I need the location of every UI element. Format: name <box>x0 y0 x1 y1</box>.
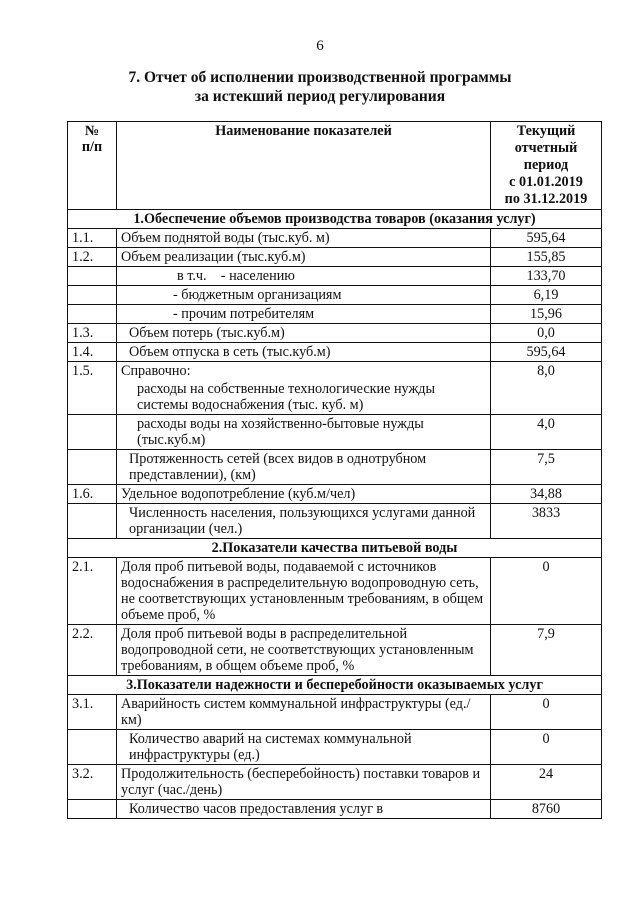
row-number <box>68 267 117 286</box>
row-number: 1.6. <box>68 485 117 504</box>
table-row <box>68 730 602 765</box>
row-value: 155,85 <box>491 248 602 267</box>
row-value: 8760 <box>491 800 602 819</box>
row-name: Доля проб питьевой воды в распределительной водопроводной сети, не соответствующих установленным требованиям, в общем объеме проб, % <box>117 625 491 676</box>
row-number: 2.1. <box>68 558 117 625</box>
table-row <box>68 625 602 676</box>
row-value: 24 <box>491 765 602 800</box>
row-value: 7,5 <box>491 450 602 485</box>
header-number-line-1: № <box>84 123 100 139</box>
header-indicator-name: Наименование показателей <box>117 122 491 210</box>
table-row <box>68 248 602 267</box>
row-name: Справочно: <box>117 362 491 381</box>
row-number: 1.3. <box>68 324 117 343</box>
row-number <box>68 730 117 765</box>
row-value: 7,9 <box>491 625 602 676</box>
header-period-line-2: отчетный <box>514 140 578 156</box>
page-number: 6 <box>316 38 324 54</box>
header-period <box>491 122 602 210</box>
row-value: 0 <box>491 695 602 730</box>
header-period-line-4: с 01.01.2019 <box>509 174 583 190</box>
row-name: Количество аварий на системах коммунальной инфраструктуры (ед.) <box>117 730 491 765</box>
table-row <box>68 362 602 381</box>
table-row <box>68 343 602 362</box>
row-name: Количество часов предоставления услуг в <box>117 800 491 819</box>
row-number: 1.4. <box>68 343 117 362</box>
row-value: 595,64 <box>491 229 602 248</box>
section-row <box>68 676 602 695</box>
row-name: - бюджетным организациям <box>117 286 491 305</box>
row-number <box>68 305 117 324</box>
table-row <box>68 695 602 730</box>
row-name <box>117 380 491 415</box>
table-row <box>68 267 602 286</box>
table-row <box>68 286 602 305</box>
table-row <box>68 485 602 504</box>
header-period-line-3: период <box>523 157 569 173</box>
header-period-line-5: по 31.12.2019 <box>504 191 588 207</box>
row-name: Доля проб питьевой воды, подаваемой с источников водоснабжения в распределительную водопроводную сеть, не соответствующих установленным требованиям, в общем объеме проб, % <box>117 558 491 625</box>
row-number: 1.2. <box>68 248 117 267</box>
row-name: Объем потерь (тыс.куб.м) <box>117 324 491 343</box>
row-value: 6,19 <box>491 286 602 305</box>
header-number-line-2: п/п <box>81 139 103 155</box>
row-number <box>68 286 117 305</box>
table-row <box>68 450 602 485</box>
row-value: 34,88 <box>491 485 602 504</box>
title-line-1: 7. Отчет об исполнении производственной программы <box>128 69 512 86</box>
table-row <box>68 558 602 625</box>
row-value: 8,0 <box>491 362 602 415</box>
section-title: 1.Обеспечение объемов производства товаров (оказания услуг) <box>68 210 602 229</box>
table-row <box>68 800 602 819</box>
row-name: Объем реализации (тыс.куб.м) <box>117 248 491 267</box>
row-number: 3.1. <box>68 695 117 730</box>
row-name: Удельное водопотребление (куб.м/чел) <box>117 485 491 504</box>
row-name: Продолжительность (бесперебойность) поставки товаров и услуг (час./день) <box>117 765 491 800</box>
row-number: 1.5. <box>68 362 117 415</box>
header-row <box>68 122 602 210</box>
table-row <box>68 504 602 539</box>
table-row <box>68 324 602 343</box>
header-number <box>68 122 117 210</box>
row-name: в т.ч. - населению <box>117 267 491 286</box>
row-number: 1.1. <box>68 229 117 248</box>
row-value: 0 <box>491 558 602 625</box>
row-number <box>68 415 117 450</box>
table-row <box>68 305 602 324</box>
row-number <box>68 800 117 819</box>
row-value: 0 <box>491 730 602 765</box>
document-title <box>0 68 640 106</box>
row-value: 595,64 <box>491 343 602 362</box>
row-name: Объем поднятой воды (тыс.куб. м) <box>117 229 491 248</box>
section-title: 3.Показатели надежности и бесперебойности оказываемых услуг <box>68 676 602 695</box>
row-number <box>68 504 117 539</box>
row-name: - прочим потребителям <box>117 305 491 324</box>
report-table <box>67 121 602 819</box>
table-row <box>68 415 602 450</box>
row-name-text: расходы на собственные технологические нужды системы водоснабжения (тыс. куб. м) <box>137 381 436 413</box>
table-row <box>68 229 602 248</box>
header-period-line-1: Текущий <box>516 123 576 139</box>
row-value: 0,0 <box>491 324 602 343</box>
row-number: 2.2. <box>68 625 117 676</box>
table-row <box>68 765 602 800</box>
row-value: 4,0 <box>491 415 602 450</box>
row-number <box>68 450 117 485</box>
row-name: Объем отпуска в сеть (тыс.куб.м) <box>117 343 491 362</box>
row-name: Аварийность систем коммунальной инфраструктуры (ед./км) <box>117 695 491 730</box>
row-value: 3833 <box>491 504 602 539</box>
section-row <box>68 210 602 229</box>
row-name: Численность населения, пользующихся услугами данной организации (чел.) <box>117 504 491 539</box>
row-number: 3.2. <box>68 765 117 800</box>
section-title: 2.Показатели качества питьевой воды <box>68 539 602 558</box>
row-name: расходы воды на хозяйственно-бытовые нужды (тыс.куб.м) <box>117 415 491 450</box>
row-value: 15,96 <box>491 305 602 324</box>
section-row <box>68 539 602 558</box>
row-name: Протяженность сетей (всех видов в однотрубном представлении), (км) <box>117 450 491 485</box>
title-line-2: за истекший период регулирования <box>194 88 446 105</box>
row-value: 133,70 <box>491 267 602 286</box>
